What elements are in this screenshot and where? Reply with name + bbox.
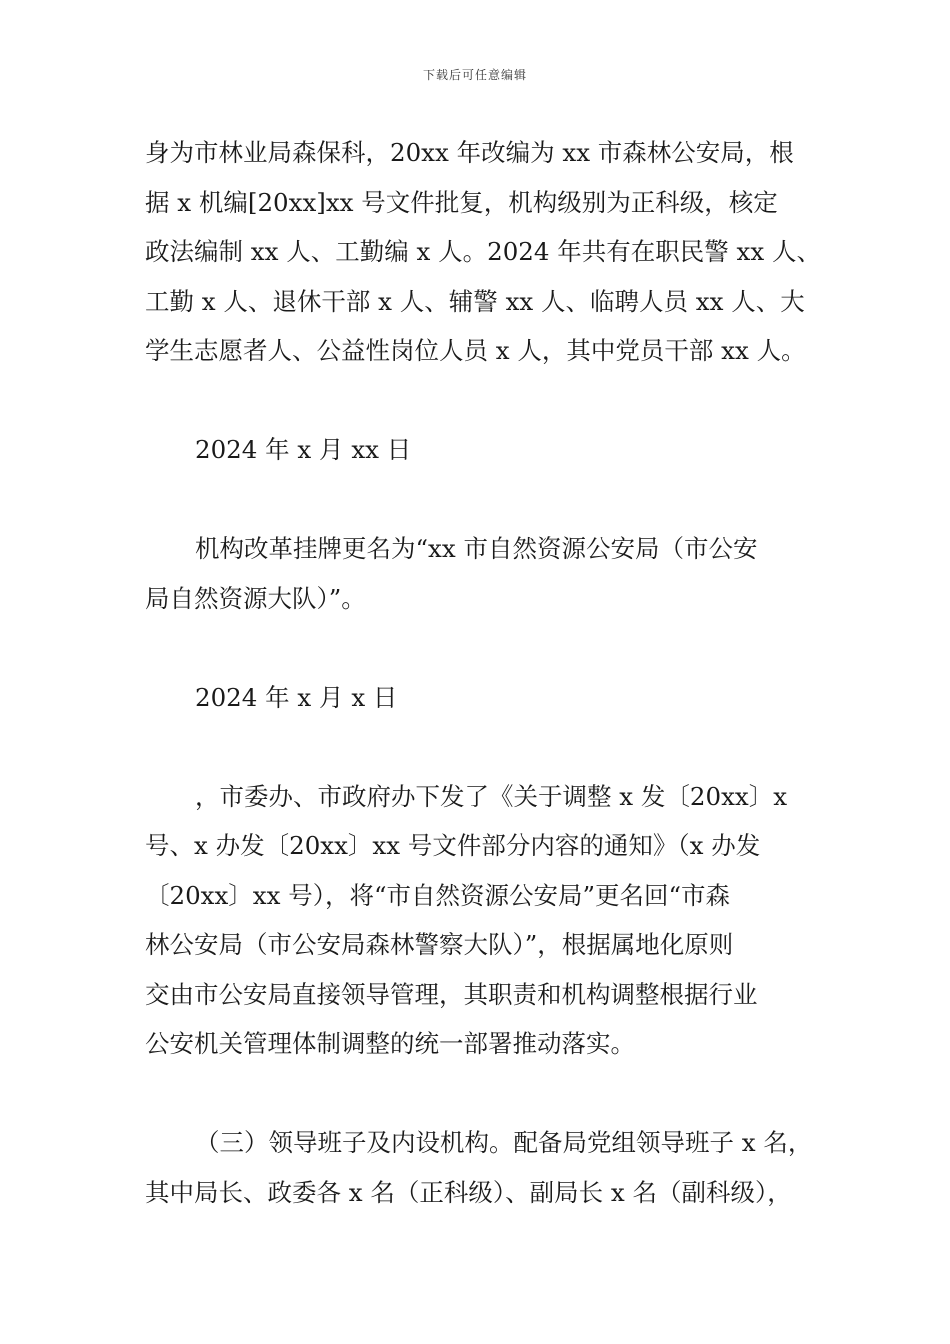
date-line: 2024 年 x 月 xx 日 [195, 435, 412, 464]
page-header: 下载后可任意编辑 [422, 68, 527, 82]
text-line: 交由市公安局直接领导管理，其职责和机构调整根据行业 [145, 979, 758, 1009]
text-line: 学生志愿者人、公益性岗位人员 x 人，其中党员干部 xx 人。 [145, 336, 806, 365]
paragraph-date-2 [145, 673, 815, 723]
paragraph-gap [145, 623, 815, 673]
paragraph-gap [145, 376, 815, 426]
text-line: 身为市林业局森保科，20xx 年改编为 xx 市森林公安局，根 [145, 138, 794, 167]
text-line: 工勤 x 人、退休干部 x 人、辅警 xx 人、临聘人员 xx 人、大 [145, 286, 805, 316]
paragraph-leadership [145, 1118, 815, 1217]
paragraph-rename [145, 524, 815, 623]
text-line: 公安机关管理体制调整的统一部署推动落实。 [145, 1029, 635, 1058]
paragraph-staffing [145, 128, 821, 376]
paragraph-date-1 [145, 425, 815, 475]
date-line: 2024 年 x 月 x 日 [195, 682, 398, 712]
text-line: 〔20xx〕xx 号），将“市自然资源公安局”更名回“市森 [145, 880, 731, 910]
text-line: 其中局长、政委各 x 名（正科级）、副局长 x 名（副科级）， [145, 1177, 792, 1207]
document-body [145, 128, 821, 1217]
text-line: 据 x 机编[20xx]xx 号文件批复，机构级别为正科级，核定 [145, 187, 778, 217]
text-line: 政法编制 xx 人、工勤编 x 人。2024 年共有在职民警 xx 人、 [145, 237, 821, 266]
text-line: 号、x 办发〔20xx〕xx 号文件部分内容的通知》（x 办发 [145, 831, 761, 860]
paragraph-gap [145, 475, 815, 525]
paragraph-notice [145, 772, 815, 1069]
paragraph-gap [145, 1069, 815, 1119]
text-line: 林公安局（市公安局森林警察大队）”，根据属地化原则 [145, 930, 734, 959]
text-line: 局自然资源大队）”。 [145, 583, 366, 613]
text-line: （三）领导班子及内设机构。配备局党组领导班子 x 名， [195, 1128, 813, 1157]
paragraph-gap [145, 722, 815, 772]
text-line: ，市委办、市政府办下发了《关于调整 x 发〔20xx〕x [195, 781, 788, 811]
text-line: 机构改革挂牌更名为“xx 市自然资源公安局（市公安 [195, 534, 758, 563]
